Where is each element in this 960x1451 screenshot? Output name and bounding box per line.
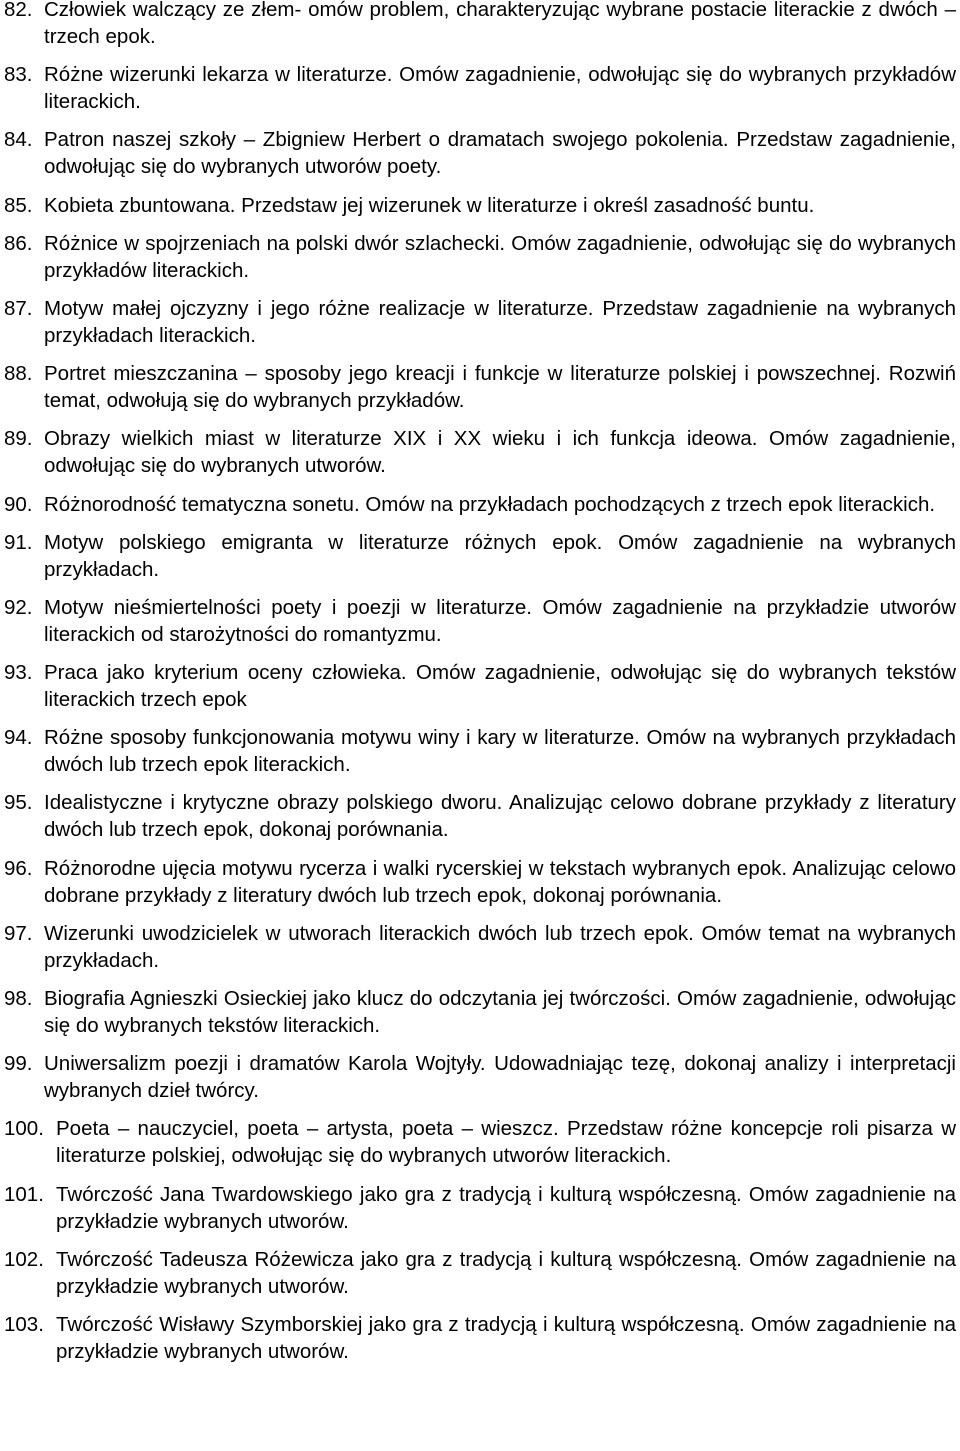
item-text: Idealistyczne i krytyczne obrazy polskiego dworu. Analizując celowo dobrane przykłady z literatury dwóch lub trzech epok, dokonaj porównania. (44, 791, 956, 842)
list-item (4, 855, 956, 909)
item-text: Różnorodność tematyczna sonetu. Omów na przykładach pochodzących z trzech epok literackich. (44, 492, 936, 516)
item-number: 98. (4, 987, 33, 1010)
item-number: 93. (4, 661, 33, 685)
item-number: 94. (4, 726, 33, 750)
item-number: 101. (4, 1182, 44, 1206)
item-text: Portret mieszczanina – sposoby jego kreacji i funkcje w literaturze polskiej i powszechnej. Rozwiń temat, odwołują się do wybranych przykładów. (44, 362, 956, 413)
item-number: 100. (4, 1117, 44, 1141)
item-text: Uniwersalizm poezji i dramatów Karola Wojtyły. Udowadniając tezę, dokonaj analizy i interpretacji wybranych dzieł twórcy. (44, 1052, 956, 1103)
item-text: Motyw nieśmiertelności poety i poezji w literaturze. Omów zagadnienie na przykładzie utworów literackich od starożytności do romantyzmu. (44, 595, 956, 646)
item-number: 96. (4, 856, 33, 880)
item-text: Różnorodne ujęcia motywu rycerza i walki rycerskiej w tekstach wybranych epok. Analizując celowo dobrane przykłady z literatury dwóch lub trzech epok, dokonaj porównania. (44, 856, 956, 907)
list-item (4, 61, 956, 115)
item-text: Różnice w spojrzeniach na polski dwór szlachecki. Omów zagadnienie, odwołując się do wybranych przykładów literackich. (44, 231, 956, 282)
item-text: Kobieta zbuntowana. Przedstaw jej wizerunek w literaturze i określ zasadność buntu. (44, 193, 815, 217)
item-number: 88. (4, 362, 33, 386)
list-item (4, 0, 956, 50)
topic-list (4, 0, 956, 1376)
list-item (4, 126, 956, 180)
list-item (4, 920, 956, 974)
list-item (4, 724, 956, 778)
item-text: Wizerunki uwodzicielek w utworach literackich dwóch lub trzech epok. Omów temat na wybranych przykładach. (44, 921, 956, 972)
item-number: 103. (4, 1312, 44, 1336)
list-item (4, 360, 956, 414)
item-text: Obrazy wielkich miast w literaturze XIX i XX wieku i ich funkcja ideowa. Omów zagadnienie, odwołując się do wybranych utworów. (44, 427, 956, 478)
item-number: 90. (4, 492, 33, 516)
list-item (4, 985, 956, 1039)
item-text: Twórczość Wisławy Szymborskiej jako gra z tradycją i kulturą współczesną. Omów zagadnienie na przykładzie wybranych utworów. (56, 1312, 956, 1363)
item-text: Różne sposoby funkcjonowania motywu winy i kary w literaturze. Omów na wybranych przykładach dwóch lub trzech epok literackich. (44, 726, 956, 777)
list-item (4, 1050, 956, 1104)
item-number: 95. (4, 791, 33, 815)
item-text: Człowiek walczący ze złem- omów problem, charakteryzując wybrane postacie literackie z dwóch – trzech epok. (44, 0, 956, 48)
item-text: Twórczość Tadeusza Różewicza jako gra z tradycją i kulturą współczesną. Omów zagadnienie na przykładzie wybranych utworów. (56, 1247, 956, 1298)
list-item (4, 425, 956, 479)
list-item (4, 491, 956, 518)
item-number: 84. (4, 128, 33, 152)
list-item (4, 789, 956, 843)
item-number: 99. (4, 1052, 33, 1076)
item-number: 82. (4, 0, 33, 21)
item-number: 92. (4, 595, 33, 619)
list-item (4, 529, 956, 583)
item-number: 97. (4, 921, 33, 945)
list-item (4, 1181, 956, 1235)
item-number: 85. (4, 193, 33, 217)
list-item (4, 230, 956, 284)
item-text: Praca jako kryterium oceny człowieka. Omów zagadnienie, odwołując się do wybranych tekstów literackich trzech epok (44, 661, 956, 712)
item-text: Biografia Agnieszki Osieckiej jako klucz do odczytania jej twórczości. Omów zagadnienie, odwołując się do wybranych tekstów literackich. (44, 987, 956, 1037)
item-text: Poeta – nauczyciel, poeta – artysta, poeta – wieszcz. Przedstaw różne koncepcje roli pisarza w literaturze polskiej, odwołując się do wybranych utworów literackich. (56, 1117, 956, 1168)
item-text: Różne wizerunki lekarza w literaturze. Omów zagadnienie, odwołując się do wybranych przykładów literackich. (44, 63, 956, 114)
item-text: Motyw małej ojczyzny i jego różne realizacje w literaturze. Przedstaw zagadnienie na wybranych przykładach literackich. (44, 296, 956, 347)
item-text: Twórczość Jana Twardowskiego jako gra z tradycją i kulturą współczesną. Omów zagadnienie na przykładzie wybranych utworów. (56, 1182, 956, 1233)
item-number: 91. (4, 530, 33, 554)
list-item (4, 659, 956, 713)
list-item (4, 1115, 956, 1169)
list-item (4, 1246, 956, 1300)
item-number: 83. (4, 63, 33, 87)
item-number: 89. (4, 427, 33, 451)
list-item (4, 192, 956, 219)
item-number: 87. (4, 296, 33, 320)
item-text: Patron naszej szkoły – Zbigniew Herbert o dramatach swojego pokolenia. Przedstaw zagadnienie, odwołując się do wybranych utworów poety. (44, 128, 956, 179)
item-number: 86. (4, 231, 33, 255)
list-item (4, 295, 956, 349)
item-text: Motyw polskiego emigranta w literaturze różnych epok. Omów zagadnienie na wybranych przykładach. (44, 530, 956, 581)
item-number: 102. (4, 1247, 44, 1271)
list-item (4, 1311, 956, 1365)
list-item (4, 594, 956, 648)
